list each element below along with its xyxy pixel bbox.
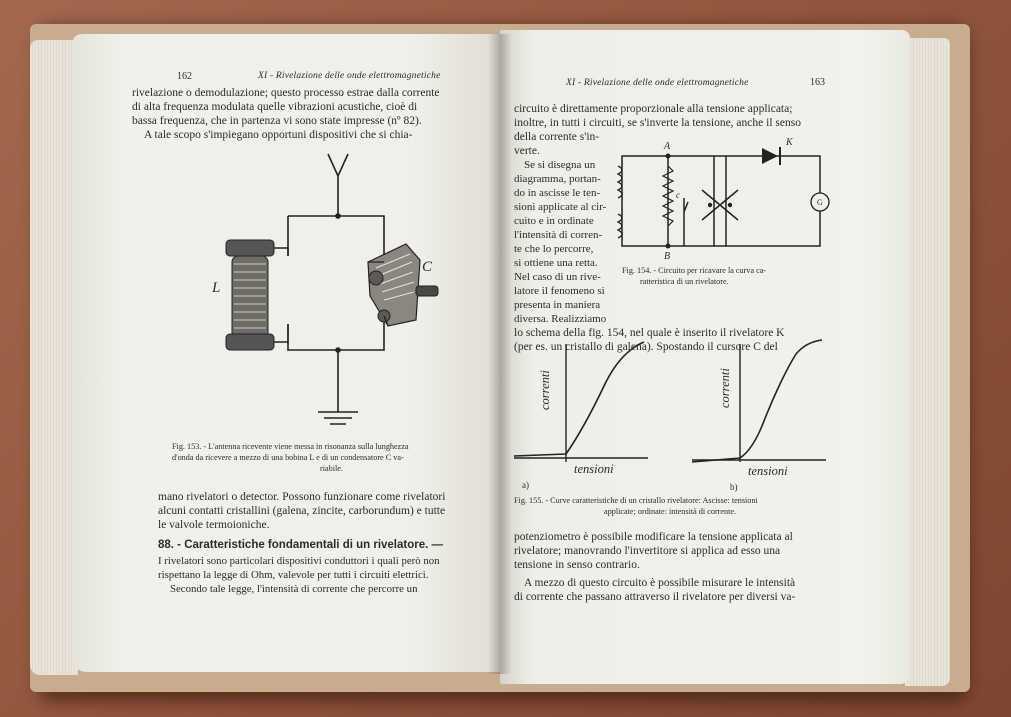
figure-caption: Fig. 154. - Circuito per ricavare la curva ca- bbox=[622, 266, 767, 275]
text-line: sioni applicate al cir- bbox=[514, 201, 607, 213]
figure-caption: Fig. 153. - L'antenna ricevente viene messa in risonanza sulla lunghezza bbox=[172, 442, 409, 451]
text-line: I rivelatori sono particolari dispositivi conduttori i quali però non bbox=[158, 555, 440, 567]
text-line: verte. bbox=[514, 145, 540, 157]
capacitor-label: C bbox=[422, 259, 433, 275]
text-line: inoltre, in tutti i circuiti, se s'inverte la tensione, anche il senso bbox=[514, 117, 801, 129]
text-line: te che lo percorre, bbox=[514, 243, 594, 255]
text-line: tensione in senso contrario. bbox=[514, 559, 640, 571]
figure-caption: Fig. 155. - Curve caratteristiche di un cristallo rivelatore: Ascisse: tensioni bbox=[514, 496, 758, 505]
text-line: cuito e in ordinate bbox=[514, 215, 594, 227]
graph-b-tag: b) bbox=[730, 482, 738, 492]
graph-a-tag: a) bbox=[522, 480, 529, 490]
text-line: rispettano la legge di Ohm, valevole per tutti i circuiti elettrici. bbox=[158, 569, 429, 581]
text-line: (per es. un cristallo di galena). Spostando il cursore C del bbox=[514, 341, 778, 353]
running-head: XI - Rivelazione delle onde elettromagnetiche bbox=[566, 78, 749, 88]
book-gutter bbox=[488, 34, 512, 674]
circuit-label-c: c bbox=[676, 190, 680, 200]
text-line: do in ascisse le ten- bbox=[514, 187, 601, 199]
right-page-edges bbox=[905, 38, 950, 686]
figure-caption: applicate; ordinate: intensità di corrente. bbox=[604, 507, 737, 516]
left-page-edges bbox=[30, 40, 78, 675]
text-line: potenziometro è possibile modificare la tensione applicata al bbox=[514, 531, 793, 543]
text-line: diversa. Realizziamo bbox=[514, 313, 607, 325]
text-line: A mezzo di questo circuito è possibile misurare le intensità bbox=[524, 577, 796, 589]
section-heading: 88. - Caratteristiche fondamentali di un rivelatore. — bbox=[158, 539, 444, 551]
figure-caption: riabile. bbox=[320, 464, 343, 473]
text-line: si ottiene una retta. bbox=[514, 257, 598, 269]
page-number: 163 bbox=[810, 77, 825, 88]
text-line: presenta in maniera bbox=[514, 299, 601, 311]
graph-a-xlabel: tensioni bbox=[574, 462, 614, 476]
text-line: rivelazione o demodulazione; questo processo estrae dalla corrente bbox=[132, 87, 440, 99]
circuit-label-k: K bbox=[786, 137, 793, 148]
coil-label: L bbox=[212, 280, 221, 296]
figure-caption: d'onda da ricevere a mezzo di una bobina L e di un condensatore C va- bbox=[172, 453, 404, 462]
graph-a bbox=[514, 342, 648, 462]
text-line: le valvole termoioniche. bbox=[158, 519, 270, 531]
text-line: della corrente s'in- bbox=[514, 131, 600, 143]
circuit-label-a: A bbox=[664, 141, 671, 152]
text-line: bassa frequenza, che in partenza vi sono state impresse (nº 82). bbox=[132, 115, 422, 127]
graph-b-ylabel: correnti bbox=[718, 368, 732, 408]
page-number: 162 bbox=[177, 71, 192, 82]
text-line: alcuni contatti cristallini (galena, zincite, carborundum) e tutte bbox=[158, 505, 446, 517]
text-line: diagramma, portan- bbox=[514, 173, 601, 185]
text-line: di corrente che passano attraverso il rivelatore per diversi va- bbox=[514, 591, 796, 603]
graph-b-xlabel: tensioni bbox=[748, 464, 788, 478]
text-line: Secondo tale legge, l'intensità di corrente che percorre un bbox=[170, 583, 418, 595]
text-line: mano rivelatori o detector. Possono funzionare come rivelatori bbox=[158, 491, 446, 503]
running-head: XI - Rivelazione delle onde elettromagnetiche bbox=[258, 71, 441, 81]
text-line: Se si disegna un bbox=[524, 159, 596, 171]
variable-capacitor-c bbox=[368, 244, 438, 326]
text-line: circuito è direttamente proporzionale alla tensione applicata; bbox=[514, 103, 793, 115]
text-line: Nel caso di un rive- bbox=[514, 271, 601, 283]
text-line: l'intensità di corren- bbox=[514, 229, 603, 241]
circuit-label-b: B bbox=[664, 251, 671, 262]
right-page bbox=[500, 30, 910, 684]
text-line: di alta frequenza modulata quelle vibrazioni acustiche, cioè di bbox=[132, 101, 418, 113]
text-line: rivelatore; manovrando l'invertitore si applica ad esso una bbox=[514, 545, 781, 557]
figure-caption: ratteristica di un rivelatore. bbox=[640, 277, 729, 286]
graph-b bbox=[692, 340, 826, 462]
graph-a-ylabel: correnti bbox=[538, 370, 552, 410]
text-line: latore il fenomeno si bbox=[514, 285, 605, 297]
coil-l bbox=[226, 240, 288, 350]
text-line: lo schema della fig. 154, nel quale è inserito il rivelatore K bbox=[514, 327, 785, 339]
circuit-label-g: G bbox=[817, 198, 823, 207]
text-line: A tale scopo s'impiegano opportuni dispositivi che si chia- bbox=[144, 129, 413, 141]
left-page bbox=[72, 34, 500, 672]
